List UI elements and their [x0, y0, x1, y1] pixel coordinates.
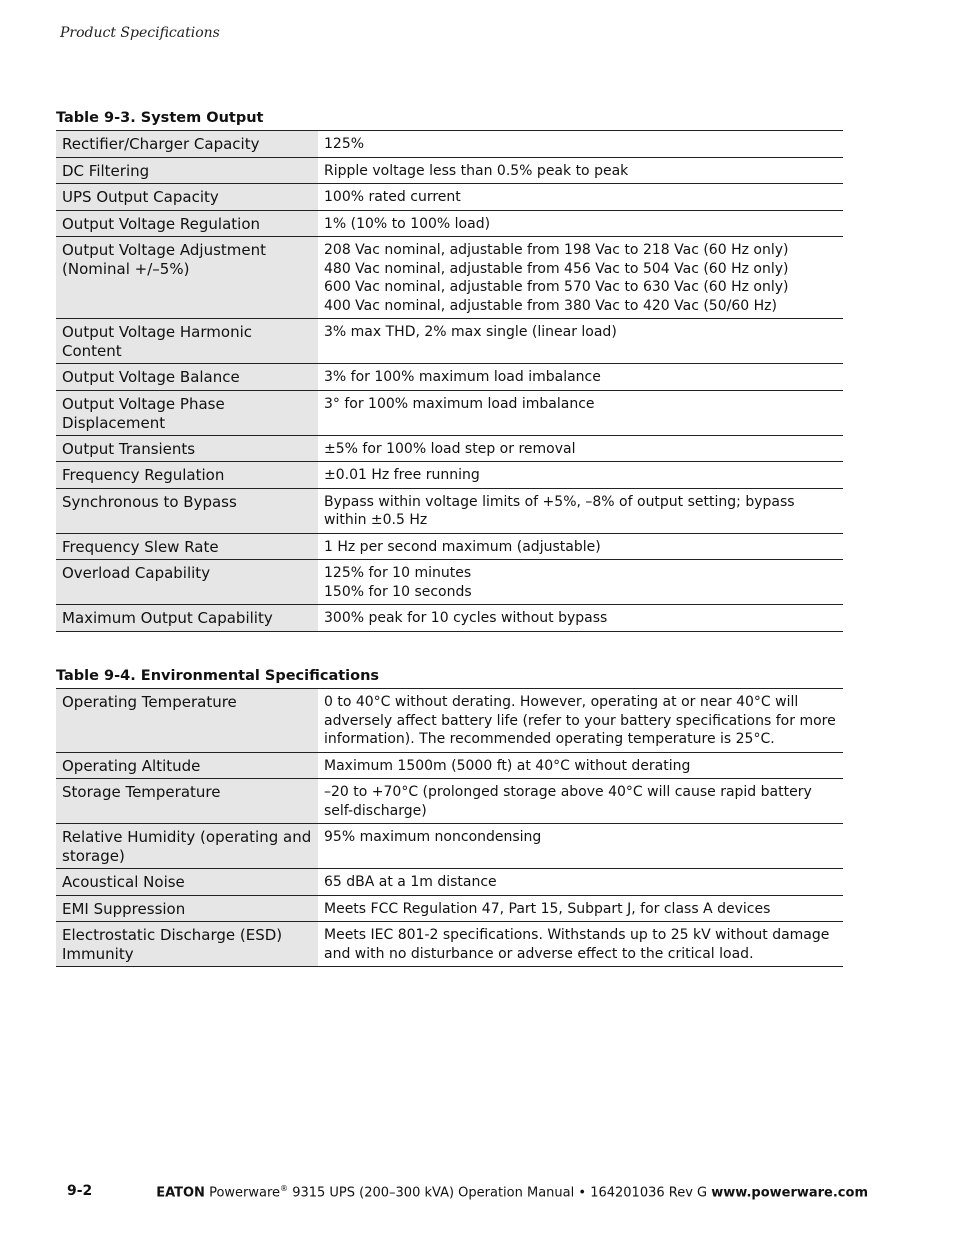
spec-value-line: Maximum 1500m (5000 ft) at 40°C without derating: [324, 757, 691, 774]
spec-value-line: 600 Vac nominal, adjustable from 570 Vac to 630 Vac (60 Hz only): [324, 279, 789, 295]
spec-value-line: 480 Vac nominal, adjustable from 456 Vac to 504 Vac (60 Hz only): [324, 260, 789, 277]
spec-label: Maximum Output Capability: [56, 605, 318, 632]
spec-value-line: –20 to +70°C (prolonged storage above 40°C will cause rapid battery self-discharge): [324, 784, 817, 819]
spec-value: [318, 210, 843, 237]
table-row: [56, 605, 843, 632]
spec-value: [318, 779, 843, 824]
running-head: Product Specifications: [60, 25, 220, 41]
spec-value: [318, 237, 843, 319]
spec-value-line: 65 dBA at a 1m distance: [324, 874, 497, 890]
page-footer: [0, 1183, 954, 1203]
spec-value-line: Bypass within voltage limits of +5%, –8% of output setting; bypass within ±0.5 Hz: [324, 493, 800, 528]
manual-title: 9315 UPS (200–300 kVA) Operation Manual: [292, 1185, 575, 1201]
spec-value-line: 300% peak for 10 cycles without bypass: [324, 610, 608, 626]
table-row: [56, 157, 843, 184]
spec-value-line: 1% (10% to 100% load): [324, 215, 491, 232]
table-row: [56, 560, 843, 605]
spec-label: Relative Humidity (operating and storage): [56, 824, 318, 869]
spec-value: [318, 390, 843, 435]
spec-label: Storage Temperature: [56, 779, 318, 824]
spec-label: DC Filtering: [56, 157, 318, 184]
spec-value-line: 125% for 10 minutes: [324, 565, 472, 581]
spec-value: [318, 689, 843, 753]
spec-value: [318, 895, 843, 922]
spec-value-line: 3% for 100% maximum load imbalance: [324, 369, 601, 385]
table-row: [56, 922, 843, 967]
spec-value-line: Ripple voltage less than 0.5% peak to peak: [324, 162, 629, 179]
environmental-table-block: [56, 667, 843, 967]
spec-label: Output Voltage Harmonic Content: [56, 319, 318, 364]
table-row: [56, 824, 843, 869]
spec-value: [318, 364, 843, 391]
document-id: 164201036 Rev G: [590, 1185, 708, 1201]
table-row: [56, 364, 843, 391]
footer-citation: [156, 1184, 868, 1200]
spec-value: [318, 157, 843, 184]
spec-label: Output Voltage Adjustment (Nominal +/–5%): [56, 237, 318, 319]
system-output-table-block: [56, 109, 843, 632]
spec-value: [318, 488, 843, 533]
table-caption: Table 9-4. Environmental Specifications: [56, 668, 380, 684]
spec-value-line: 125%: [324, 136, 365, 152]
spec-label: UPS Output Capacity: [56, 184, 318, 211]
spec-value-line: 3% max THD, 2% max single (linear load): [324, 324, 617, 340]
spec-label: Electrostatic Discharge (ESD) Immunity: [56, 922, 318, 967]
spec-value: [318, 319, 843, 364]
table-row: [56, 895, 843, 922]
table-row: [56, 689, 843, 753]
table-row: [56, 319, 843, 364]
spec-value: [318, 922, 843, 967]
table-row: [56, 533, 843, 560]
brand-name: EATON: [156, 1185, 205, 1201]
table-row: [56, 462, 843, 489]
table-row: [56, 390, 843, 435]
spec-value: [318, 560, 843, 605]
spec-label: Operating Altitude: [56, 752, 318, 779]
table-row: [56, 779, 843, 824]
spec-value-line: 100% rated current: [324, 189, 461, 205]
spec-value-line: Meets IEC 801-2 specifications. Withstands up to 25 kV without damage and with no disturbance or adverse effect to the critical load.: [324, 927, 834, 962]
spec-label: Output Voltage Balance: [56, 364, 318, 391]
spec-label: Rectifier/Charger Capacity: [56, 131, 318, 158]
spec-value: [318, 752, 843, 779]
spec-value-line: 0 to 40°C without derating. However, operating at or near 40°C will adversely affect battery life (refer to your battery specifications for more information). The recommended operating temperature is 25°C.: [324, 694, 841, 747]
spec-label: Output Voltage Regulation: [56, 210, 318, 237]
spec-label: Operating Temperature: [56, 689, 318, 753]
spec-value: [318, 824, 843, 869]
spec-label: Output Transients: [56, 435, 318, 462]
spec-label: Acoustical Noise: [56, 869, 318, 896]
spec-value-line: 3° for 100% maximum load imbalance: [324, 395, 595, 412]
table-caption: Table 9-3. System Output: [56, 110, 264, 126]
table-row: [56, 752, 843, 779]
product-name: Powerware: [209, 1185, 281, 1201]
spec-label: Overload Capability: [56, 560, 318, 605]
spec-value: [318, 131, 843, 158]
environmental-specifications-table: [56, 688, 843, 967]
spec-value-line: 150% for 10 seconds: [324, 583, 472, 600]
spec-value-line: 95% maximum noncondensing: [324, 829, 542, 845]
table-row: [56, 210, 843, 237]
system-output-table: [56, 130, 843, 632]
spec-label: Frequency Slew Rate: [56, 533, 318, 560]
bullet-separator: •: [578, 1185, 587, 1201]
spec-value: [318, 462, 843, 489]
table-row: [56, 131, 843, 158]
registered-mark: ®: [280, 1184, 289, 1193]
spec-value: [318, 184, 843, 211]
spec-label: Frequency Regulation: [56, 462, 318, 489]
spec-value-line: ±0.01 Hz free running: [324, 467, 480, 483]
table-row: [56, 869, 843, 896]
table-row: [56, 435, 843, 462]
table-row: [56, 237, 843, 319]
spec-value-line: 400 Vac nominal, adjustable from 380 Vac to 420 Vac (50/60 Hz): [324, 297, 777, 314]
spec-value-line: ±5% for 100% load step or removal: [324, 440, 576, 457]
table-row: [56, 184, 843, 211]
page-number: 9-2: [67, 1183, 93, 1199]
spec-label: Output Voltage Phase Displacement: [56, 390, 318, 435]
table-row: [56, 488, 843, 533]
spec-value-line: 1 Hz per second maximum (adjustable): [324, 538, 601, 555]
website-url: www.powerware.com: [711, 1185, 868, 1201]
spec-value: [318, 869, 843, 896]
spec-value-line: 208 Vac nominal, adjustable from 198 Vac to 218 Vac (60 Hz only): [324, 242, 789, 258]
spec-value: [318, 435, 843, 462]
spec-label: Synchronous to Bypass: [56, 488, 318, 533]
spec-value: [318, 605, 843, 632]
spec-label: EMI Suppression: [56, 895, 318, 922]
spec-value-line: Meets FCC Regulation 47, Part 15, Subpart J, for class A devices: [324, 900, 771, 917]
spec-value: [318, 533, 843, 560]
